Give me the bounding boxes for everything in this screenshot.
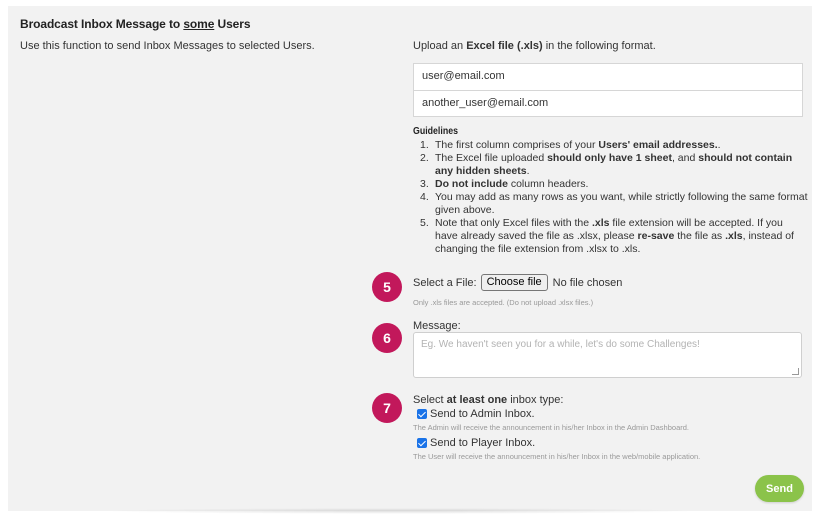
message-placeholder: Eg. We haven't seen you for a while, let's do some Challenges! [421,339,700,350]
guideline-number: 3. [420,178,429,190]
guideline-text: . [526,165,530,177]
guideline-number: 2. [420,152,429,164]
sample-row: user@email.com [414,64,802,90]
guideline-text: The Excel file uploaded [435,152,548,164]
file-select-label: Select a File: [413,276,477,289]
inbox-type-label: Select at least one inbox type: [413,394,564,406]
sample-format-table [413,63,803,117]
admin-inbox-label: Send to Admin Inbox. [430,408,535,420]
page-description: Use this function to send Inbox Messages to selected Users. [20,40,315,52]
guidelines-title: Guidelines [413,126,458,137]
file-status: No file chosen [552,276,623,289]
guideline-emphasis: Users' email addresses. [598,139,718,151]
guideline-emphasis: Do not include [435,178,508,190]
step-7-badge: 7 [372,393,402,423]
resize-handle-icon[interactable] [792,368,799,375]
step-5-badge: 5 [372,272,402,302]
choose-file-button[interactable]: Choose file [481,274,548,291]
upload-note: Upload an Excel file (.xls) in the following format. [413,40,656,52]
guideline-emphasis: should not contain any hidden sheets [435,152,793,177]
send-button[interactable]: Send [755,475,804,502]
guideline-item [413,191,808,217]
guideline-text: , instead of changing the file extension from .xlsx to .xls. [435,230,794,255]
guideline-number: 1. [420,139,429,151]
file-select-row [413,274,622,291]
player-inbox-checkbox[interactable] [417,438,427,448]
guideline-emphasis: .xls [725,230,743,242]
guideline-item [413,217,808,256]
guideline-number: 4. [420,191,429,203]
player-inbox-label: Send to Player Inbox. [430,437,536,449]
player-inbox-hint: The User will receive the announcement in his/her Inbox in the web/mobile application. [413,452,701,461]
admin-inbox-option[interactable] [417,408,535,420]
guideline-item [413,178,808,191]
guideline-emphasis: .xls [592,217,610,229]
panel-shadow [100,508,700,514]
step-6-badge: 6 [372,323,402,353]
guideline-item [413,139,808,152]
admin-inbox-hint: The Admin will receive the announcement in his/her Inbox in the Admin Dashboard. [413,423,689,432]
guideline-text: column headers. [507,178,589,190]
player-inbox-option[interactable] [417,437,535,449]
admin-inbox-checkbox[interactable] [417,409,427,419]
guideline-emphasis: should only have 1 sheet [547,152,672,164]
guideline-text: file extension will be accepted. If you have already saved the file as .xlsx, please [435,217,783,242]
message-label: Message: [413,320,461,332]
sample-row: another_user@email.com [414,90,802,116]
file-hint: Only .xls files are accepted. (Do not upload .xlsx files.) [413,298,594,307]
guidelines-list [413,139,808,256]
guideline-number: 5. [420,217,429,229]
guideline-text: You may add as many rows as you want, while strictly following the same format given above. [435,191,808,216]
message-textarea[interactable] [413,332,802,378]
guideline-item [413,152,808,178]
guideline-text: the file as [674,230,726,242]
broadcast-panel [8,6,812,511]
page-title: Broadcast Inbox Message to some Users [20,17,251,31]
guideline-text: , and [671,152,699,164]
guideline-text: . [717,139,721,151]
guideline-text: The first column comprises of your [435,139,599,151]
guideline-emphasis: re-save [637,230,675,242]
guideline-text: Note that only Excel files with the [435,217,592,229]
